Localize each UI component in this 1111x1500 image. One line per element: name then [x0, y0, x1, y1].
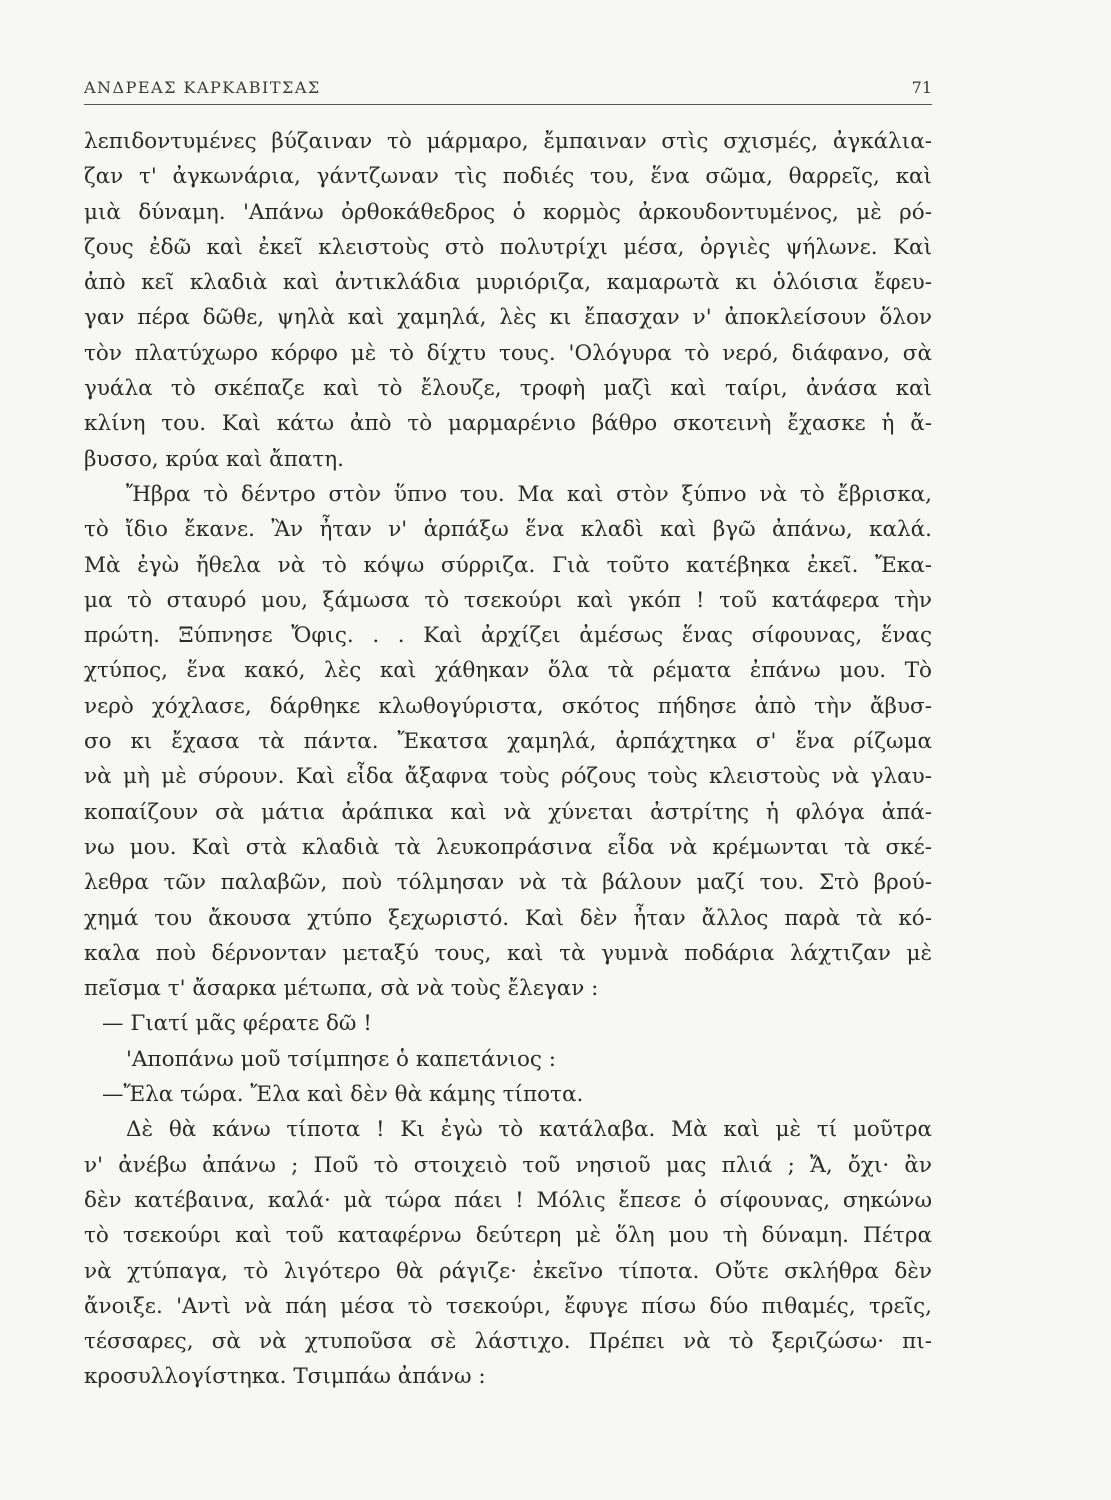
text-line: ἀπὸ κεῖ κλαδιὰ καὶ ἀντικλάδια μυριόριζα, καμαρωτὰ κι ὁλόισια ἔφευ-: [84, 270, 932, 296]
text-line: χτύπος, ἕνα κακό, λὲς καὶ χάθηκαν ὅλα τὰ ρέματα ἐπάνω μου. Τὸ: [84, 658, 932, 684]
text-line: μιὰ δύναμη. 'Απάνω ὀρθοκάθεδρος ὁ κορμὸς ἀρκουδοντυμένος, μὲ ρό-: [84, 199, 932, 225]
text-line: τὸ τσεκούρι καὶ τοῦ καταφέρνω δεύτερη μὲ ὅλη μου τὴ δύναμη. Πέτρα: [84, 1223, 932, 1249]
text-line: μα τὸ σταυρό μου, ξάμωσα τὸ τσεκούρι καὶ γκόπ ! τοῦ κατάφερα τὴν: [84, 587, 932, 613]
dialogue-line: —Ἔλα τώρα. Ἔλα καὶ δὲν θὰ κάμης τίποτα.: [102, 1082, 584, 1108]
text-line: τὸ ἴδιο ἔκανε. Ἂν ἦταν ν' ἁρπάξω ἕνα κλαδὶ καὶ βγῶ ἀπάνω, καλά.: [84, 517, 932, 543]
text-line: νω μου. Καὶ στὰ κλαδιὰ τὰ λευκοπράσινα εἶδα νὰ κρέμωνται τὰ σκέ-: [84, 834, 932, 860]
page-number: 71: [911, 78, 932, 97]
text-line: 'Αποπάνω μοῦ τσίμπησε ὁ καπετάνιος :: [126, 1046, 557, 1072]
text-line: πρώτη. Ξύπνησε Ὄφις. . . Καὶ ἀρχίζει ἀμέσως ἕνας σίφουνας, ἕνας: [84, 623, 932, 649]
text-line: ζους ἐδῶ καὶ ἐκεῖ κλειστοὺς στὸ πολυτρίχι μέσα, ὀργιὲς ψήλωνε. Καὶ: [84, 234, 932, 260]
text-line: γαν πέρα δῶθε, ψηλὰ καὶ χαμηλά, λὲς κι ἔπασχαν ν' ἀποκλείσουν ὅλον: [84, 305, 932, 331]
text-line: ν' ἀνέβω ἀπάνω ; Ποῦ τὸ στοιχειὸ τοῦ νησιοῦ μας πλιά ; Ἄ, ὄχι· ἂν: [84, 1152, 932, 1178]
dialogue-line: — Γιατί μᾶς φέρατε δῶ !: [102, 1011, 372, 1037]
text-line: ἄνοιξε. 'Αντὶ νὰ πάη μέσα τὸ τσεκούρι, ἔφυγε πίσω δύο πιθαμές, τρεῖς,: [84, 1293, 932, 1319]
text-line: νὰ χτύπαγα, τὸ λιγότερο θὰ ράγιζε· ἐκεῖνο τίποτα. Οὔτε σκλήθρα δὲν: [84, 1258, 932, 1284]
text-line: πεῖσμα τ' ἄσαρκα μέτωπα, σὰ νὰ τοὺς ἔλεγαν :: [84, 976, 599, 1002]
text-line: Μὰ ἐγὼ ἤθελα νὰ τὸ κόψω σύρριζα. Γιὰ τοῦτο κατέβηκα ἐκεῖ. Ἔκα-: [84, 552, 932, 578]
header-rule: [84, 104, 932, 105]
text-line: δὲν κατέβαινα, καλά· μὰ τώρα πάει ! Μόλις ἔπεσε ὁ σίφουνας, σηκώνω: [84, 1187, 932, 1213]
text-line: κοπαίζουν σὰ μάτια ἀράπικα καὶ νὰ χύνεται ἀστρίτης ἡ φλόγα ἀπά-: [84, 799, 932, 825]
text-line: καλα ποὺ δέρνονταν μεταξύ τους, καὶ τὰ γυμνὰ ποδάρια λάχτιζαν μὲ: [84, 940, 932, 966]
text-line: βυσσο, κρύα καὶ ἄπατη.: [84, 446, 344, 472]
text-line: νερὸ χόχλασε, δάρθηκε κλωθογύριστα, σκότος πήδησε ἀπὸ τὴν ἄβυσ-: [84, 693, 932, 719]
running-head: [84, 78, 932, 104]
text-line: Δὲ θὰ κάνω τίποτα ! Κι ἐγὼ τὸ κατάλαβα. Μὰ καὶ μὲ τί μοῦτρα: [126, 1117, 932, 1143]
text-line: γυάλα τὸ σκέπαζε καὶ τὸ ἔλουζε, τροφὴ μαζὶ καὶ ταίρι, ἀνάσα καὶ: [84, 376, 932, 402]
text-line: ζαν τ' ἀγκωνάρια, γάντζωναν τὶς ποδιές του, ἕνα σῶμα, θαρρεῖς, καὶ: [84, 164, 932, 190]
body-text: [84, 124, 932, 1395]
text-line: λεπιδοντυμένες βύζαιναν τὸ μάρμαρο, ἔμπαιναν στὶς σχισμές, ἀγκάλια-: [84, 129, 932, 154]
text-line: κλίνη του. Καὶ κάτω ἀπὸ τὸ μαρμαρένιο βάθρο σκοτεινὴ ἔχασκε ἡ ἄ-: [84, 411, 932, 437]
text-line: σο κι ἔχασα τὰ πάντα. Ἔκατσα χαμηλά, ἀρπάχτηκα σ' ἕνα ρίζωμα: [84, 729, 932, 755]
text-line: λεθρα τῶν παλαβῶν, ποὺ τόλμησαν νὰ τὰ βάλουν μαζί του. Στὸ βρού-: [84, 870, 932, 896]
running-head-author: ΑΝΔΡΕΑΣ ΚΑΡΚΑΒΙΤΣΑΣ: [84, 78, 321, 97]
text-line: νὰ μὴ μὲ σύρουν. Καὶ εἶδα ἄξαφνα τοὺς ρόζους τοὺς κλειστοὺς νὰ γλαυ-: [84, 764, 932, 790]
text-line: τὸν πλατύχωρο κόρφο μὲ τὸ δίχτυ τους. 'Ολόγυρα τὸ νερό, διάφανο, σὰ: [84, 340, 932, 366]
text-line: χημά του ἄκουσα χτύπο ξεχωριστό. Καὶ δὲν ἦταν ἄλλος παρὰ τὰ κό-: [84, 905, 932, 931]
text-line: κροσυλλογίστηκα. Τσιμπάω ἀπάνω :: [84, 1364, 486, 1390]
text-line: τέσσαρες, σὰ νὰ χτυποῦσα σὲ λάστιχο. Πρέπει νὰ τὸ ξεριζώσω· πι-: [84, 1329, 932, 1355]
text-line: Ἤβρα τὸ δέντρο στὸν ὕπνο του. Μα καὶ στὸν ξύπνο νὰ τὸ ἔβρισκα,: [126, 481, 932, 507]
